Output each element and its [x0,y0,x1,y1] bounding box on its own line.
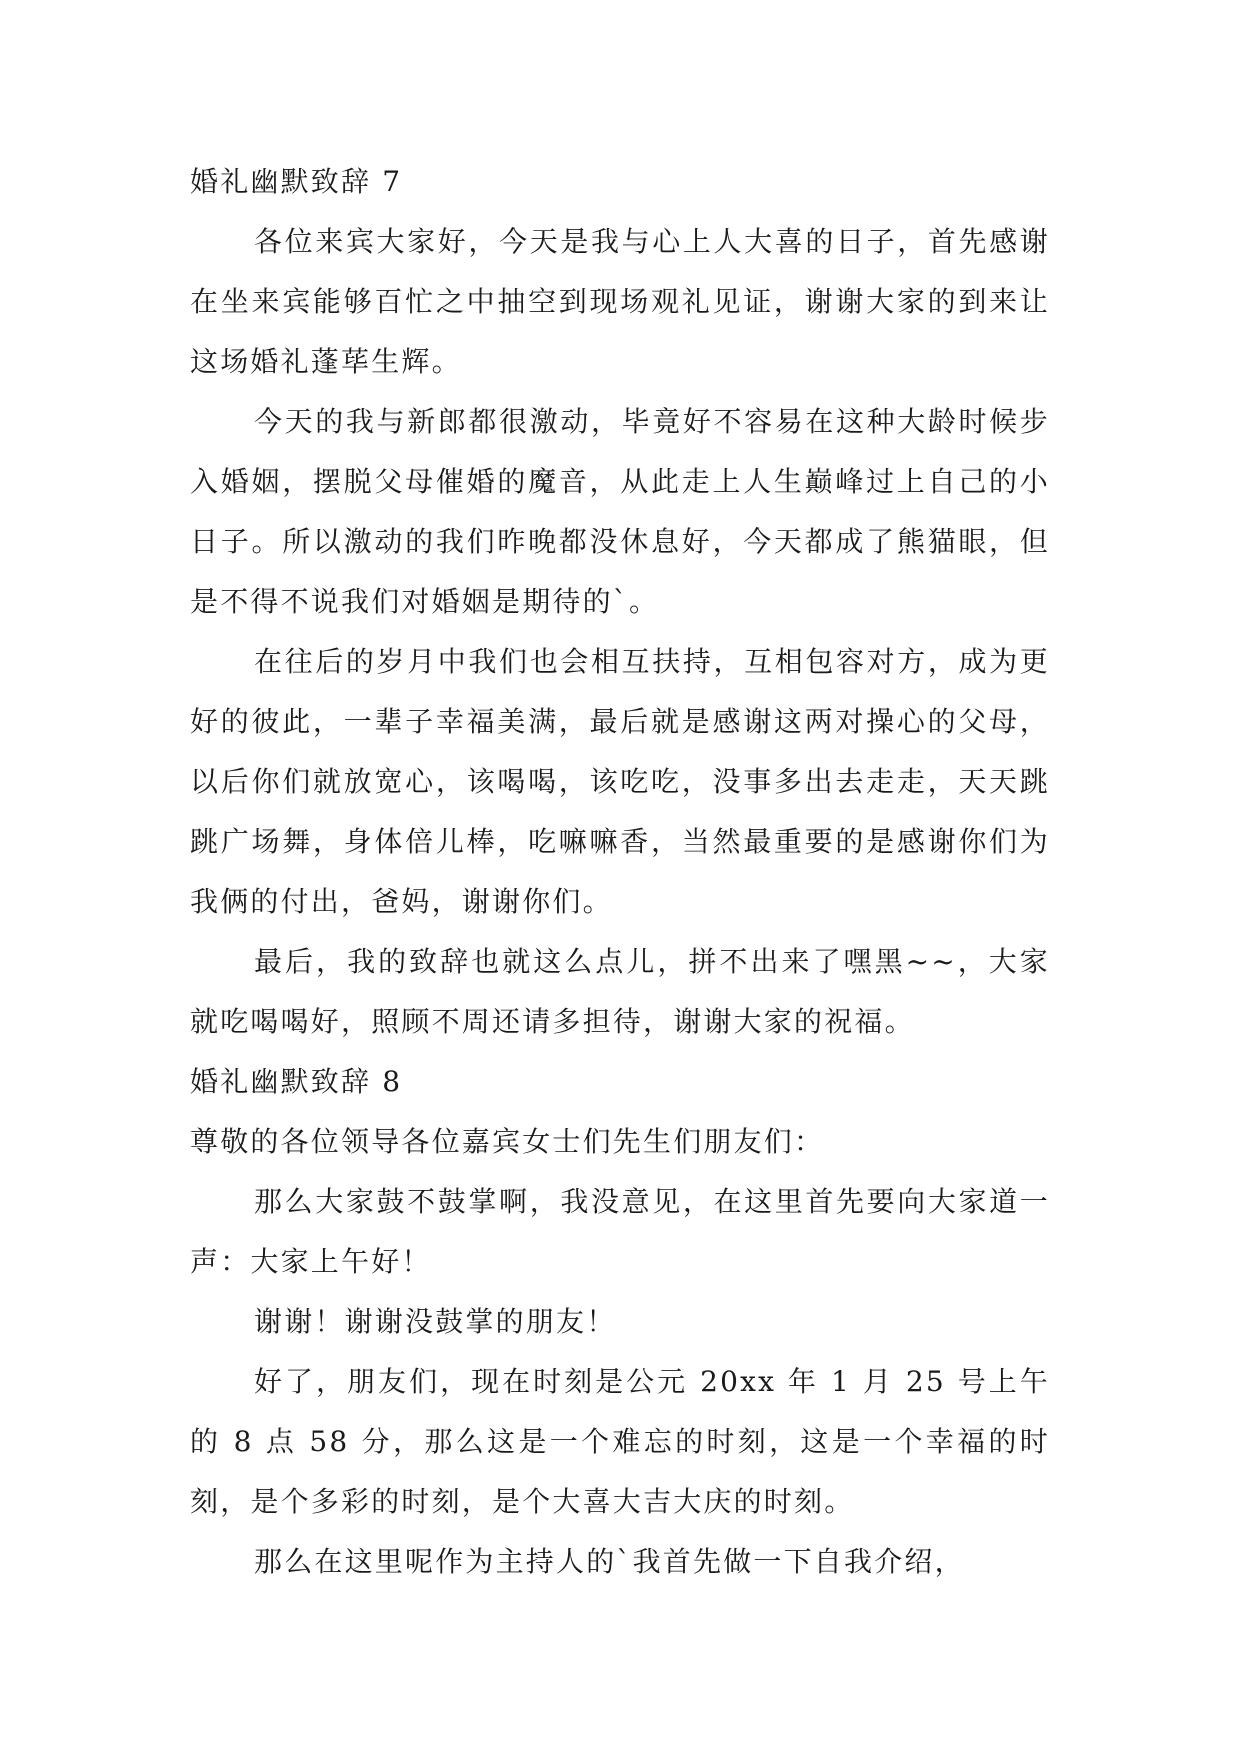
paragraph: 最后，我的致辞也就这么点儿，拼不出来了嘿黑~~，大家就吃喝喝好，照顾不周还请多担待，谢谢大家的祝福。 [190,945,1050,1038]
paragraph: 在往后的岁月中我们也会相互扶持，互相包容对方，成为更好的彼此，一辈子幸福美满，最后就是感谢这两对操心的父母，以后你们就放宽心，该喝喝，该吃吃，没事多出去走走，天天跳跳广场舞，身体倍儿棒，吃嘛嘛香，当然最重要的是感谢你们为我俩的付出，爸妈，谢谢你们。 [190,645,1050,918]
document-body [190,152,1050,1592]
salutation: 尊敬的各位领导各位嘉宾女士们先生们朋友们： [190,1125,825,1158]
paragraph: 那么大家鼓不鼓掌啊，我没意见，在这里首先要向大家道一声：大家上午好！ [190,1185,1050,1278]
paragraph: 今天的我与新郎都很激动，毕竟好不容易在这种大龄时候步入婚姻，摆脱父母催婚的魔音，从此走上人生巅峰过上自己的小日子。所以激动的我们昨晚都没休息好，今天都成了熊猫眼，但是不得不说我们对婚姻是期待的`。 [190,405,1050,618]
paragraph: 谢谢！谢谢没鼓掌的朋友！ [254,1305,617,1338]
paragraph: 那么在这里呢作为主持人的`我首先做一下自我介绍， [254,1545,965,1578]
paragraph: 各位来宾大家好，今天是我与心上人大喜的日子，首先感谢在坐来宾能够百忙之中抽空到现场观礼见证，谢谢大家的到来让这场婚礼蓬荜生辉。 [190,225,1050,378]
section-title-8: 婚礼幽默致辞 8 [190,1065,403,1098]
section-title-7: 婚礼幽默致辞 7 [190,165,403,198]
paragraph: 好了，朋友们，现在时刻是公元 20xx 年 1 月 25 号上午的 8 点 58 分，那么这是一个难忘的时刻，这是一个幸福的时刻，是个多彩的时刻，是个大喜大吉大庆的时刻。 [190,1365,1050,1518]
